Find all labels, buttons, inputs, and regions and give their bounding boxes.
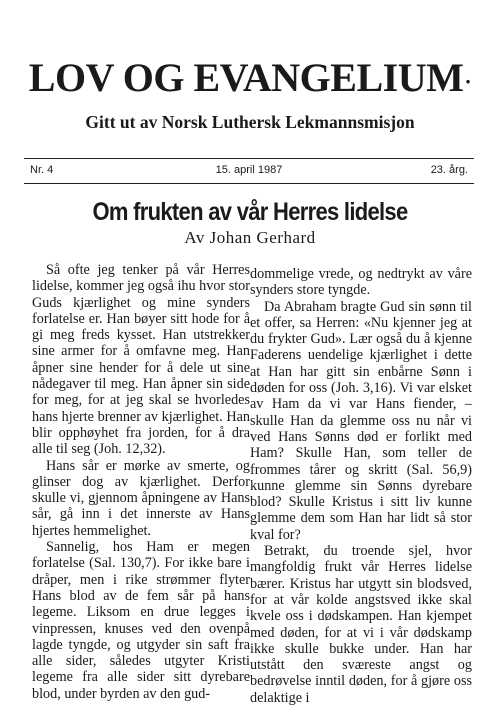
paragraph: dommelige vrede, og nedtrykt av våre synders store tyngde. [250, 266, 472, 299]
issue-year: 23. årg. [430, 164, 468, 176]
article-byline: Av Johan Gerhard [184, 228, 316, 247]
paragraph: Så ofte jeg tenker på vår Herres lidelse, kommer jeg også ihu hvor stor Guds kjærlighet og mine synders forlatelse er. Han bøyer sitt hode for å gi meg freds kysset. Han utstrekker sine armer for å omfavne meg. Han åpner sine hender for å dele ut sine nådegaver til meg. Han åpner sin side for meg, for at jeg skal se hvorledes hans hjerte brenner av kjærlighet. Han blir opphøyhet fra jorden, for å dra alle til seg (Joh. 12,32). [32, 262, 250, 458]
issue-number: Nr. 4 [30, 164, 54, 176]
article-title: Om frukten av vår Herres lidelse [92, 198, 408, 226]
paragraph: Da Abraham bragte Gud sin sønn til et offer, sa Herren: «Nu kjenner jeg at du frykter Gud». Lær også du å kjenne Faderens uendelige kjærlighet i dette at Han har gitt sin enbårne Sønn i døden for oss (Joh. 3,16). Vi var elsket av Ham da vi var Hans fiender, – skulle Han da glemme oss nu når vi ved Hans Sønns død er forlikt med Ham? Skulle Han, som teller de frommes tårer og skritt (Sal. 56,9) kunne glemme sin Sønns dyrebare blod? Skulle Kristus i sitt liv kunne glemme dem som Han har lidt så stor kval for? [250, 298, 472, 543]
issue-date: 15. april 1987 [215, 164, 283, 176]
masthead-mark: · [464, 69, 472, 94]
article-right-column [250, 266, 472, 706]
paragraph: Sannelig, hos Ham er megen forlatelse (Sal. 130,7). For ikke bare i dråper, men i rike strømmer flyter Hans blod av de fem sår på hans legeme. Liksom en drue legges i vinpressen, knuses ved den ovenpå lagde tyngde, og utgyder sin saft fra alle sider, således utgyter Kristi legeme fra alle sider sitt dyrebare blod, under byrden av den gud- [32, 539, 250, 702]
paragraph: Hans sår er mørke av smerte, og glinser dog av kjærlighet. Derfor skulle vi, gjennom åpningene av Hans sår, gå inn i det innerste av Hans hjertes hemmelighet. [32, 457, 250, 539]
paragraph: Betrakt, du troende sjel, hvor mangfoldig frukt vår Herres lidelse bærer. Kristus har utgytt sin blodsved, for at vår kolde angstsved ikke skal kvele oss i dødskampen. Han kjempet med døden, for at vi i vår dødskamp ikke skulle bukke under. Han har utstått den sværeste angst og bedrøvelse inntil døden, for å gjøre oss delaktige i [250, 543, 472, 706]
masthead-title: LOV OG EVANGELIUM· [28, 55, 472, 100]
article-left-column [32, 262, 250, 702]
masthead-subtitle: Gitt ut av Norsk Luthersk Lekmannsmisjon [85, 112, 415, 132]
issue-bar [24, 158, 474, 184]
